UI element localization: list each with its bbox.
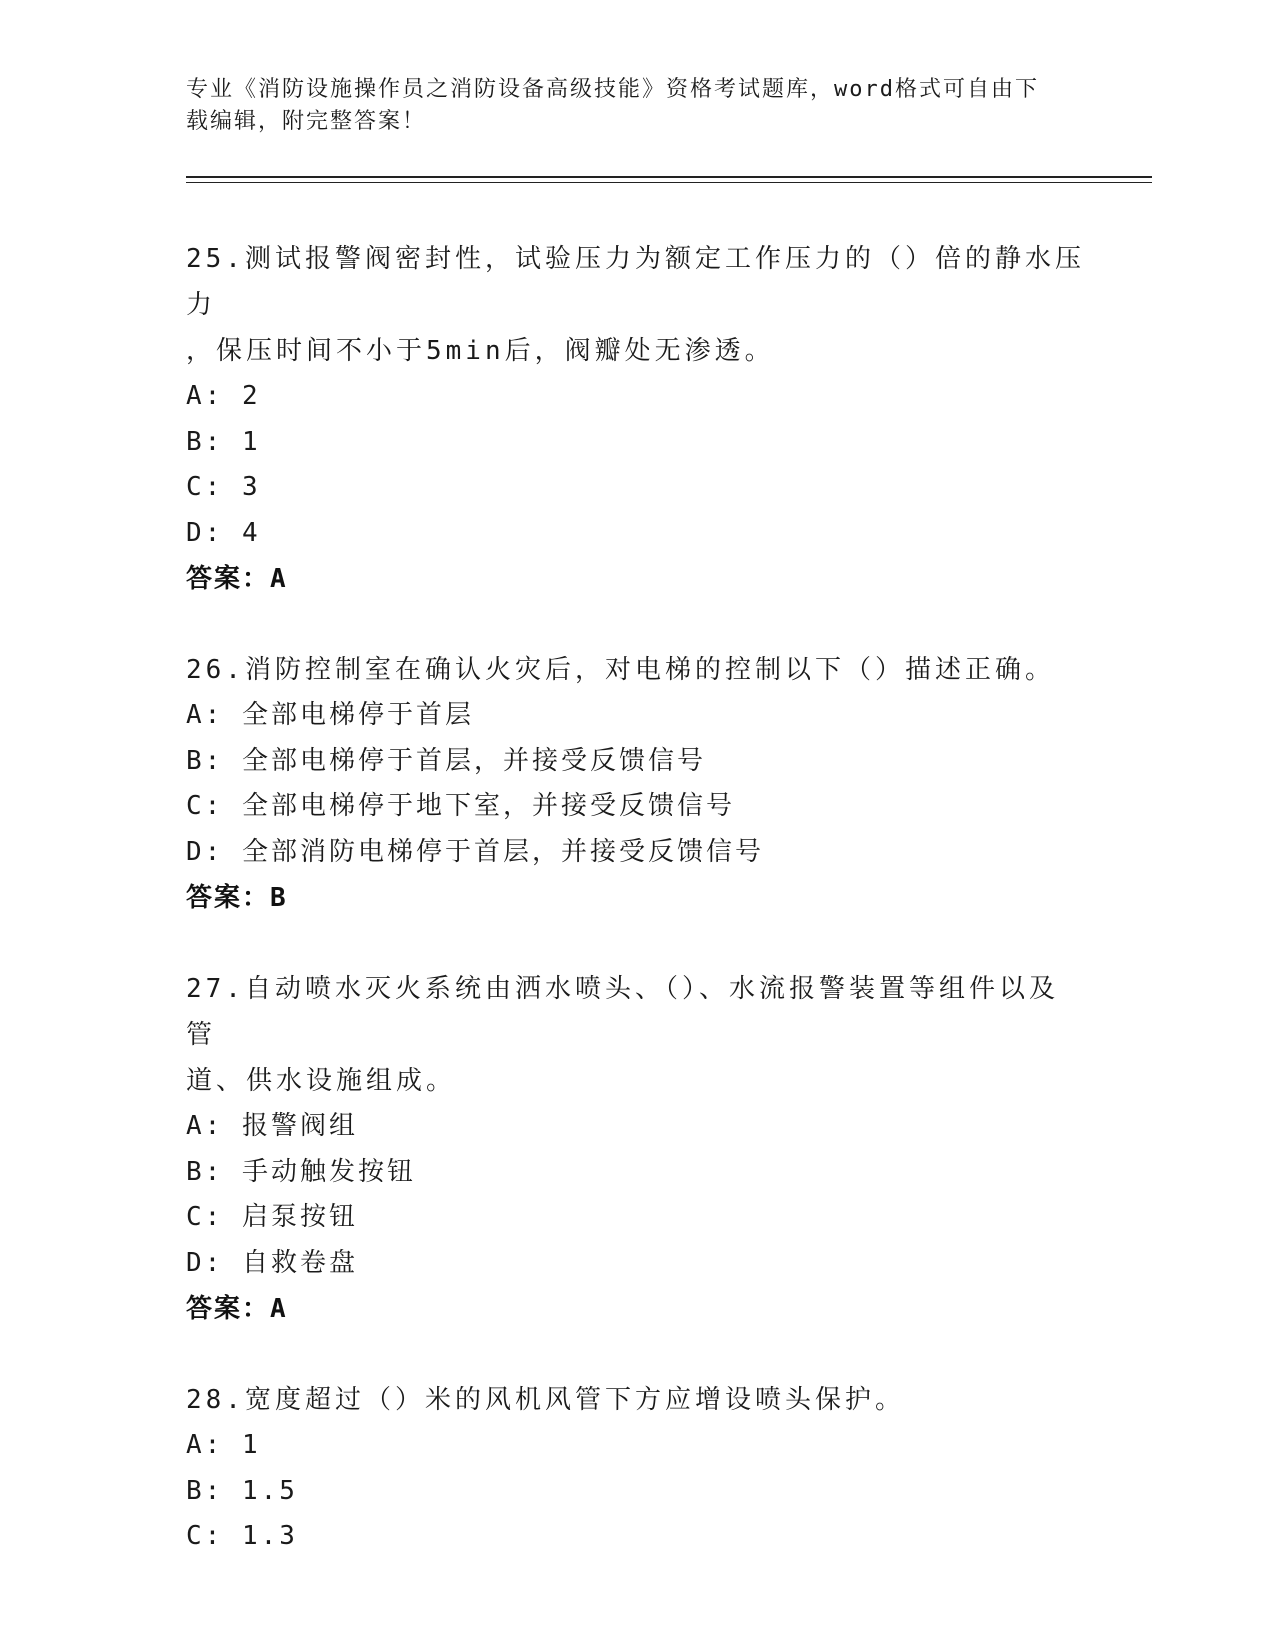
header-divider-thick: [186, 176, 1152, 178]
question-stem: 28.宽度超过（）米的风机风管下方应增设喷头保护。: [186, 1385, 905, 1415]
question-stem-continued: 道、供水设施组成。: [186, 1066, 457, 1096]
question-stem: 27.自动喷水灭火系统由洒水喷头、（）、水流报警装置等组件以及管: [186, 974, 1059, 1050]
question-stem-continued: ，保压时间不小于5min后，阀瓣处无渗透。: [186, 336, 775, 366]
option-b: B: 1.5: [186, 1475, 298, 1506]
option-c: C: 启泵按钮: [186, 1202, 358, 1232]
answer-label: 答案：B: [186, 883, 288, 913]
option-b: B: 手动触发按钮: [186, 1156, 416, 1187]
option-a: A: 全部电梯停于首层: [186, 700, 474, 730]
option-a: A: 2: [186, 381, 261, 411]
option-d: D: 自救卷盘: [186, 1247, 358, 1278]
question-list: [186, 236, 1086, 1605]
answer-label: 答案：A: [186, 1294, 288, 1324]
option-c: C: 3: [186, 472, 261, 502]
option-c: C: 全部电梯停于地下室，并接受反馈信号: [186, 791, 735, 821]
option-c: C: 1.3: [186, 1521, 298, 1551]
question-28: [186, 1377, 1086, 1560]
question-stem: 26.消防控制室在确认火灾后，对电梯的控制以下（）描述正确。: [186, 655, 1055, 685]
document-header: [186, 74, 1086, 138]
question-27: [186, 966, 1086, 1332]
option-a: A: 1: [186, 1430, 261, 1460]
answer-label: 答案：A: [186, 564, 288, 594]
option-d: D: 全部消防电梯停于首层，并接受反馈信号: [186, 836, 764, 867]
question-stem: 25.测试报警阀密封性，试验压力为额定工作压力的（）倍的静水压力: [186, 244, 1085, 320]
option-b: B: 全部电梯停于首层，并接受反馈信号: [186, 745, 706, 776]
option-a: A: 报警阀组: [186, 1111, 358, 1141]
option-d: D: 4: [186, 517, 261, 548]
question-26: [186, 647, 1086, 921]
option-b: B: 1: [186, 426, 261, 457]
header-divider-thin: [186, 182, 1152, 183]
question-25: [186, 236, 1086, 602]
header-line-1: 专业《消防设施操作员之消防设备高级技能》资格考试题库，word格式可自由下: [186, 77, 1039, 102]
header-line-2: 载编辑，附完整答案！: [186, 109, 427, 134]
